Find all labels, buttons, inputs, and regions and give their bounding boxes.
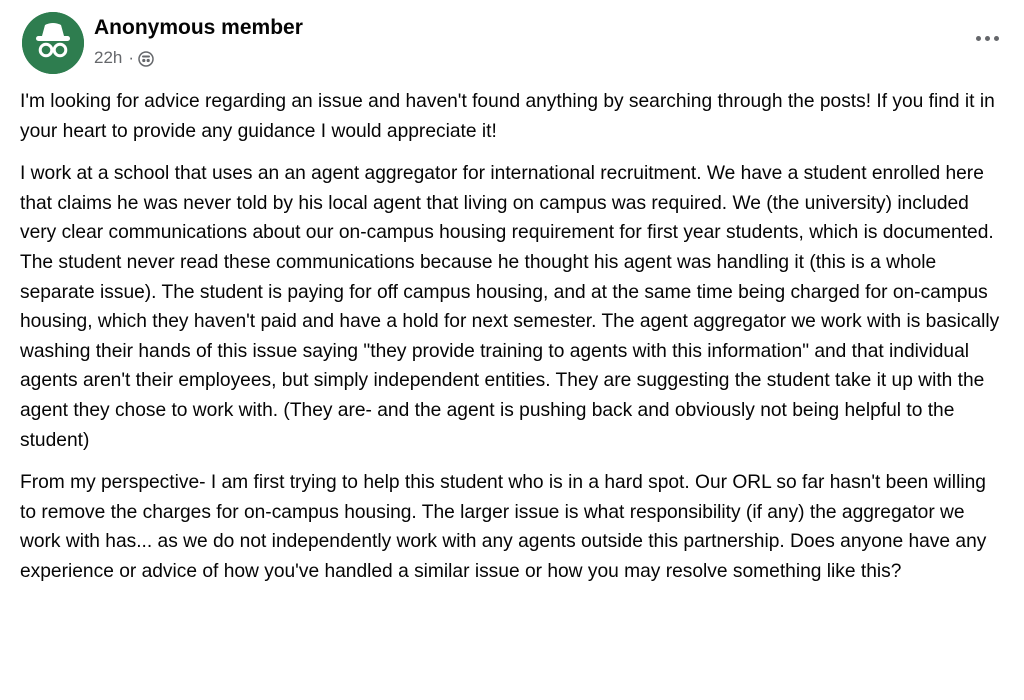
- anonymous-avatar-icon[interactable]: [22, 12, 84, 74]
- post-paragraph: I work at a school that uses an an agent aggregator for international recruitment. We have a student enrolled here that claims he was never told by his local agent that living on campus was required. We (the university) included very clear communications about our on-campus housing requirement for first year students, which is documented. The student never read these communications because he thought his agent was handling it (this is a whole separate issue). The student is paying for off campus housing, and at the same time being charged for on-campus housing, which they haven't paid and have a hold for next semester. The agent aggregator we work with is basically washing their hands of this issue saying "they provide training to agents with this information" and that individual agents aren't their employees, but simply independent entities. They are suggesting the student take it up with the agent they chose to work with. (They are- and the agent is pushing back and obviously not being helpful to the student): [20, 163, 1000, 451]
- post-paragraph: From my perspective- I am first trying to help this student who is in a hard spot. Our ORL so far hasn't been willing to remove the charges for on-campus housing. The larger issue is what responsibility (if any) the aggregator we work with has... as we do not independently work with any agents outside this partnership. Does anyone have any experience or advice of how you've handled a similar issue or how you may resolve something like this?: [20, 472, 987, 582]
- meta-separator: ·: [128, 48, 135, 67]
- post-header: [22, 12, 1002, 76]
- anonymous-audience-icon: [138, 51, 154, 67]
- post-meta: [94, 48, 154, 68]
- post-time[interactable]: 22h: [94, 48, 123, 67]
- post-paragraph: I'm looking for advice regarding an issue and haven't found anything by searching through the posts! If you find it in your heart to provide any guidance I would appreciate it!: [20, 91, 995, 142]
- post-body: [20, 87, 1004, 600]
- author-name[interactable]: Anonymous member: [94, 16, 303, 39]
- more-options-icon[interactable]: [972, 28, 1002, 48]
